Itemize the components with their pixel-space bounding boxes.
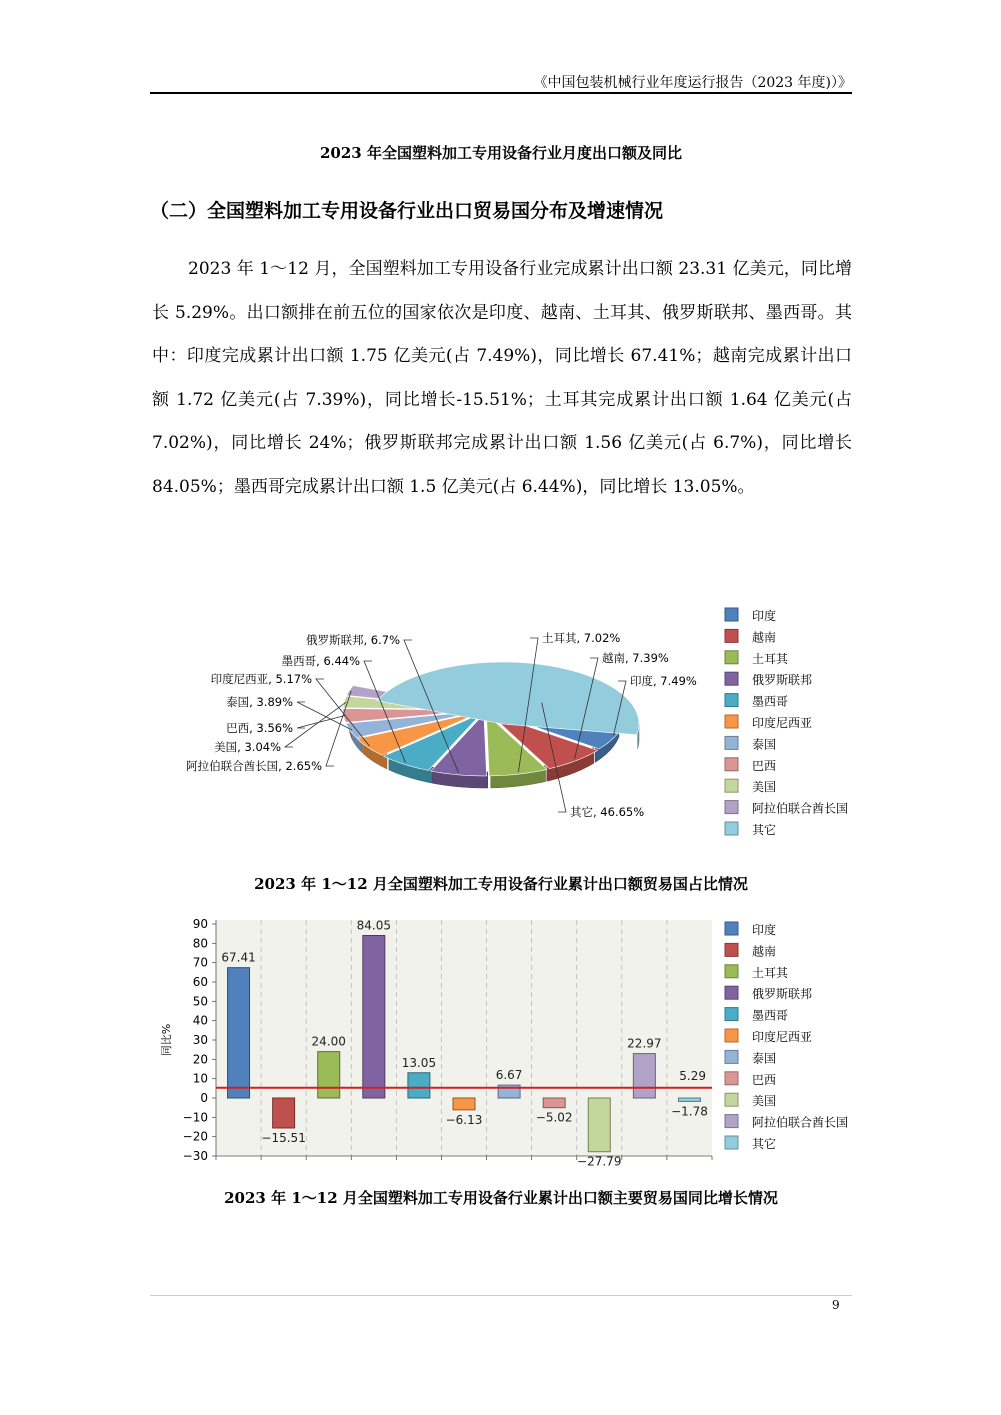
pie-legend-swatch-6 — [725, 736, 738, 749]
y-tick-label-5: 20 — [192, 1052, 208, 1067]
pie-label-0: 印度, 7.49% — [630, 674, 697, 688]
bar-legend-swatch-3 — [725, 986, 738, 999]
body-paragraph: 2023 年 1～12 月，全国塑料加工专用设备行业完成累计出口额 23.31 亿美元，同比增长 5.29%。出口额排在前五位的国家依次是印度、越南、土耳其、俄罗斯联邦、墨西哥。其中：印度完成累计出口额 1.75 亿美元(占 7.49%)，同比增长 67.41%；越南完成累计出口额 1.72 亿美元(占 7.39%)，同比增长-15.51%；土耳其完成累计出口额 1.64 亿美元(占 7.02%)，同比增长 24%；俄罗斯联邦完成累计出口额 1.56 亿美元(占 6.7%)，同比增长 84.05%；墨西哥完成累计出口额 1.5 亿美元(占 6.44%)，同比增长 13.05%。 — [152, 259, 852, 497]
bar-value-label-1: −15.51 — [261, 1130, 306, 1145]
bar-legend-swatch-8 — [725, 1093, 738, 1106]
y-tick-label-12: 90 — [192, 917, 208, 931]
bar-0 — [228, 968, 250, 1098]
pie-legend-label-5: 印度尼西亚 — [752, 716, 813, 730]
pie-leader-9 — [326, 691, 351, 766]
y-tick-label-3: 0 — [200, 1091, 208, 1105]
page-number: 9 — [832, 1298, 840, 1312]
pie-label-8: 美国, 3.04% — [214, 740, 281, 754]
pie-legend-swatch-8 — [725, 779, 738, 792]
bar-value-label-9: 22.97 — [627, 1036, 662, 1051]
bar-legend-label-8: 美国 — [752, 1094, 777, 1109]
bar-value-label-7: −5.02 — [535, 1110, 573, 1125]
bar-legend-label-0: 印度 — [752, 923, 777, 937]
bar-9 — [633, 1054, 655, 1098]
bar-legend-swatch-1 — [725, 943, 738, 956]
bar-legend-label-2: 土耳其 — [752, 965, 789, 980]
header-rule — [150, 92, 852, 94]
bar-legend-swatch-10 — [725, 1136, 738, 1149]
bar-value-label-3: 84.05 — [356, 918, 391, 933]
y-tick-label-11: 80 — [192, 936, 208, 951]
pie-slices — [343, 662, 639, 788]
pie-label-2: 土耳其, 7.02% — [542, 631, 621, 645]
bar-legend-label-3: 俄罗斯联邦 — [752, 987, 813, 1002]
pie-legend-label-6: 泰国 — [752, 737, 777, 752]
footer-rule — [150, 1295, 852, 1296]
pie-legend-label-2: 土耳其 — [752, 651, 789, 666]
pie-label-3: 俄罗斯联邦, 6.7% — [305, 633, 400, 647]
bar-3 — [363, 936, 385, 1098]
bar-legend-label-6: 泰国 — [752, 1051, 777, 1066]
pie-leader-8 — [285, 702, 346, 747]
bar-chart-caption: 2023 年 1～12 月全国塑料加工专用设备行业累计出口额主要贸易国同比增长情况 — [224, 1189, 778, 1207]
y-axis-label: 同比% — [160, 1023, 173, 1057]
reference-line-label: 5.29 — [679, 1068, 706, 1083]
y-tick-label-6: 30 — [192, 1033, 208, 1047]
bar-value-label-4: 13.05 — [401, 1055, 437, 1070]
pie-legend-label-8: 美国 — [752, 780, 777, 795]
pie-chart-caption: 2023 年 1～12 月全国塑料加工专用设备行业累计出口额贸易国占比情况 — [254, 875, 748, 893]
section-heading: （二）全国塑料加工专用设备行业出口贸易国分布及增速情况 — [150, 200, 664, 222]
bar-legend-label-7: 巴西 — [752, 1072, 777, 1087]
bar-value-label-6: 6.67 — [495, 1068, 523, 1083]
pie-legend-label-4: 墨西哥 — [752, 694, 789, 709]
bar-legend-label-5: 印度尼西亚 — [752, 1030, 813, 1044]
bar-7 — [543, 1098, 565, 1108]
bar-value-label-2: 24.00 — [311, 1034, 346, 1049]
bar-legend-label-10: 其它 — [752, 1137, 777, 1151]
pie-legend-swatch-5 — [725, 715, 738, 728]
y-tick-label-4: 10 — [192, 1071, 208, 1086]
pie-label-7: 巴西, 3.56% — [226, 721, 293, 735]
bar-value-label-10: −1.78 — [671, 1104, 708, 1119]
bar-10 — [678, 1098, 700, 1101]
bar-8 — [588, 1098, 610, 1152]
y-tick-label-7: 40 — [192, 1013, 208, 1028]
y-tick-label-2: −10 — [182, 1110, 208, 1125]
y-tick-label-9: 60 — [192, 975, 208, 989]
bar-value-label-5: −6.13 — [445, 1112, 483, 1127]
pie-legend-swatch-9 — [725, 801, 738, 814]
bar-legend-label-9: 阿拉伯联合酋长国 — [752, 1115, 849, 1130]
pie-legend-label-9: 阿拉伯联合酋长国 — [752, 801, 849, 816]
pie-label-5: 印度尼西亚, 5.17% — [210, 672, 312, 686]
pie-leader-7 — [297, 715, 345, 728]
pie-legend-swatch-4 — [725, 694, 738, 707]
pie-legend-swatch-1 — [725, 629, 738, 642]
pie-label-6: 泰国, 3.89% — [226, 695, 293, 709]
pie-legend-swatch-3 — [725, 672, 738, 685]
bar-legend-swatch-6 — [725, 1050, 738, 1063]
bar-value-label-0: 67.41 — [221, 950, 256, 965]
y-tick-label-0: −30 — [182, 1149, 208, 1163]
bar-legend-swatch-9 — [725, 1115, 738, 1128]
bar-value-label-8: −27.79 — [577, 1154, 622, 1169]
y-tick-label-8: 50 — [192, 994, 208, 1009]
bar-5 — [453, 1098, 475, 1110]
pie-legend-label-1: 越南 — [752, 630, 777, 645]
pie-legend-label-3: 俄罗斯联邦 — [752, 673, 813, 688]
pie-label-4: 墨西哥, 6.44% — [281, 654, 360, 668]
pie-legend-label-7: 巴西 — [752, 758, 777, 773]
bar-legend-label-1: 越南 — [752, 944, 777, 959]
bar-legend-swatch-2 — [725, 965, 738, 978]
pie-label-10: 其它, 46.65% — [570, 805, 645, 819]
running-header: 《中国包装机械行业年度运行报告（2023 年度)）》 — [533, 75, 852, 91]
bar-legend-swatch-5 — [725, 1029, 738, 1042]
pie-legend-swatch-2 — [725, 651, 738, 664]
pie-legend-label-10: 其它 — [752, 823, 777, 837]
bar-legend-swatch-0 — [725, 922, 738, 935]
pie-legend-swatch-10 — [725, 822, 738, 835]
bar-legend-label-4: 墨西哥 — [752, 1008, 789, 1023]
bar-2 — [318, 1052, 340, 1098]
pie-label-9: 阿拉伯联合酋长国, 2.65% — [186, 759, 322, 773]
bar-1 — [273, 1098, 295, 1128]
bar-legend-swatch-4 — [725, 1008, 738, 1021]
pie-legend-label-0: 印度 — [752, 609, 777, 623]
bar-chart — [150, 910, 870, 1175]
pie-label-1: 越南, 7.39% — [602, 651, 669, 665]
y-tick-label-10: 70 — [192, 955, 208, 970]
monthly-chart-caption: 2023 年全国塑料加工专用设备行业月度出口额及同比 — [320, 144, 682, 162]
bar-legend-swatch-7 — [725, 1072, 738, 1085]
pie-legend-swatch-7 — [725, 758, 738, 771]
y-tick-label-1: −20 — [182, 1129, 208, 1144]
pie-chart — [150, 598, 870, 848]
pie-legend-swatch-0 — [725, 608, 738, 621]
bar-4 — [408, 1073, 430, 1098]
